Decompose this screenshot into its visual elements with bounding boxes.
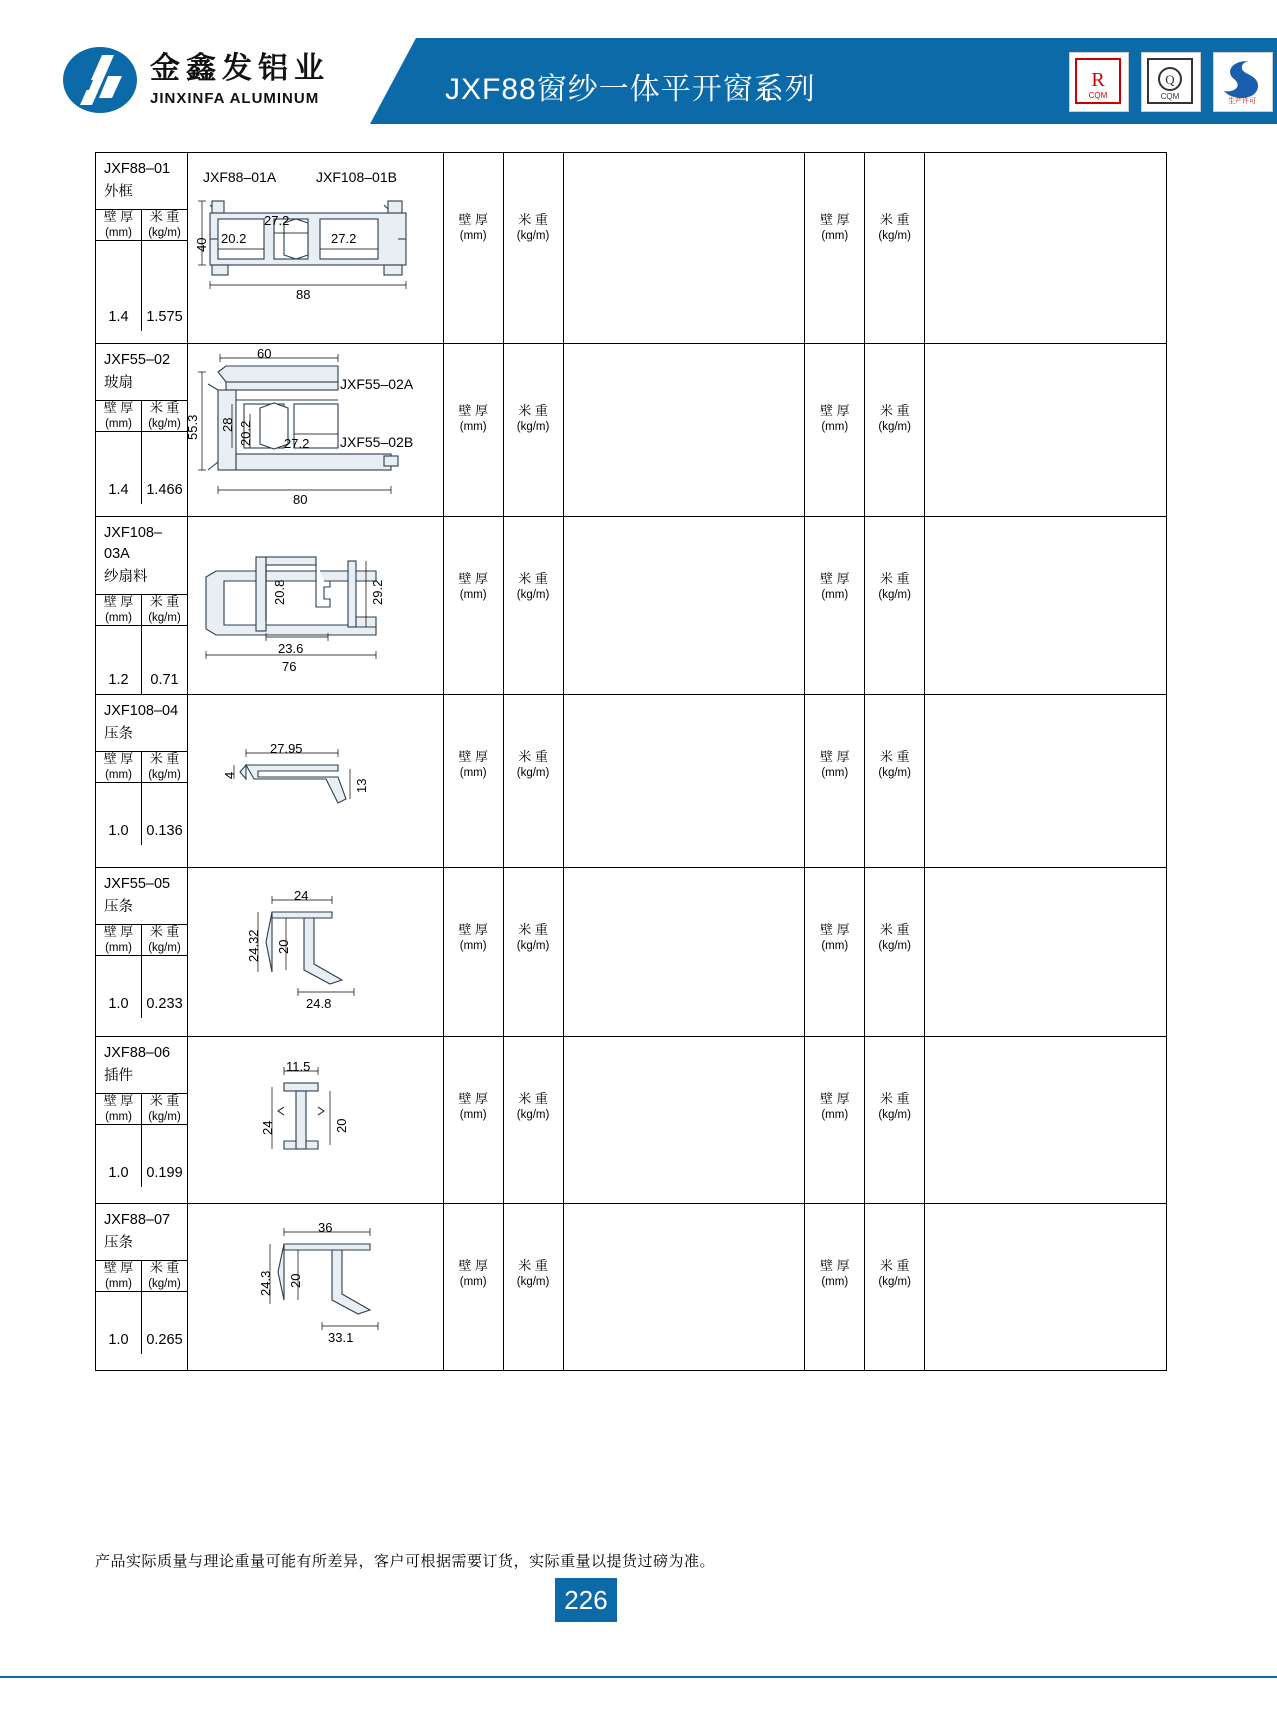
weight-header: 米 重 (kg/m) [142, 752, 188, 783]
thickness-value: 1.0 [96, 1125, 142, 1187]
dim-label: 40 [194, 237, 209, 252]
profile-code: JXF55–05 [104, 876, 171, 893]
cert-s-mark-icon [1213, 52, 1273, 112]
profile-code: JXF108–03A [104, 525, 163, 563]
weight-value: 0.71 [150, 672, 179, 689]
profile-subname: 压条 [104, 726, 133, 743]
thickness-value: 1.4 [96, 241, 142, 331]
unit-values [96, 432, 187, 504]
table-row [96, 1037, 1167, 1204]
weight-header: 米 重 (kg/m) [142, 1094, 188, 1125]
thickness-header: 壁 厚 (mm) [819, 1258, 850, 1289]
unit-header [96, 1260, 187, 1292]
empty-thickness-col [443, 344, 503, 517]
empty-weight-col [865, 695, 925, 868]
dim-label: 20 [334, 1118, 349, 1134]
unit-header [96, 924, 187, 956]
profile-spec-table [95, 152, 1167, 1371]
unit-header [96, 209, 187, 241]
thickness-header: 壁 厚 (mm) [96, 1094, 142, 1125]
thickness-value: 1.2 [96, 626, 142, 694]
empty-thickness-col [805, 695, 865, 868]
logo-mark-icon [62, 46, 138, 114]
empty-thickness-col [805, 517, 865, 695]
profile-drawing [188, 695, 443, 867]
dim-label: 55.3 [185, 414, 200, 440]
profile-subname: 纱扇料 [104, 569, 148, 586]
unit-values [96, 626, 187, 694]
unit-values [96, 783, 187, 845]
profile-drawing-cell [188, 517, 444, 695]
weight-value: 0.136 [146, 823, 183, 840]
dim-label: 24 [260, 1120, 275, 1136]
empty-drawing-cell [563, 695, 805, 868]
row-code-cell [96, 1037, 188, 1204]
empty-drawing-cell [925, 517, 1167, 695]
empty-drawing-cell [563, 1204, 805, 1371]
empty-drawing-cell [925, 1037, 1167, 1204]
dim-label: 27.2 [284, 436, 310, 451]
weight-header: 米 重 (kg/m) [516, 749, 550, 780]
profile-drawing-cell [188, 695, 444, 868]
profile-drawing-cell [188, 153, 444, 344]
unit-values [96, 956, 187, 1018]
svg-text:Q: Q [1165, 72, 1175, 87]
dim-label: 27.95 [270, 741, 303, 757]
thickness-header: 壁 厚 (mm) [458, 212, 488, 242]
part-label: JXF55–02B [340, 434, 414, 450]
dim-label: 24.3 [258, 1270, 273, 1297]
dim-label: 33.1 [328, 1330, 354, 1346]
svg-text:生产许可: 生产许可 [1228, 98, 1256, 105]
empty-thickness-col [805, 868, 865, 1037]
unit-values [96, 241, 187, 331]
weight-header: 米 重 (kg/m) [878, 922, 911, 953]
empty-weight-col [503, 517, 563, 695]
weight-header: 米 重 (kg/m) [878, 571, 911, 601]
part-label: JXF55–02A [340, 376, 414, 392]
empty-thickness-col [805, 1204, 865, 1371]
dim-label: 36 [318, 1220, 333, 1236]
dim-label: 24.8 [306, 996, 332, 1012]
empty-weight-col [503, 695, 563, 868]
profile-drawing [188, 1204, 443, 1370]
svg-text:CQM: CQM [1160, 92, 1180, 101]
thickness-value: 1.4 [96, 432, 142, 504]
empty-weight-col [503, 868, 563, 1037]
profile-drawing-cell [188, 1204, 444, 1371]
empty-drawing-cell [925, 695, 1167, 868]
svg-text:R: R [1091, 69, 1105, 91]
thickness-header: 壁 厚 (mm) [96, 752, 142, 783]
empty-drawing-cell [563, 517, 805, 695]
weight-header: 米 重 (kg/m) [516, 571, 550, 601]
empty-drawing-cell [925, 344, 1167, 517]
thickness-header: 壁 厚 (mm) [458, 1258, 488, 1289]
dim-label: 24.32 [246, 929, 261, 963]
empty-thickness-col [443, 517, 503, 695]
empty-weight-col [503, 344, 563, 517]
empty-thickness-col [443, 153, 503, 344]
row-code-cell [96, 153, 188, 344]
table-row [96, 517, 1167, 695]
empty-weight-col [865, 153, 925, 344]
empty-weight-col [865, 1204, 925, 1371]
table-row [96, 1204, 1167, 1371]
profile-drawing [185, 344, 443, 516]
table-row [96, 153, 1167, 344]
empty-thickness-col [805, 1037, 865, 1204]
table-row [96, 695, 1167, 868]
empty-thickness-col [443, 1037, 503, 1204]
empty-weight-col [503, 1037, 563, 1204]
thickness-header: 壁 厚 (mm) [458, 571, 488, 601]
page-header [0, 38, 1277, 124]
thickness-value: 1.0 [96, 956, 142, 1018]
row-code-cell [96, 344, 188, 517]
thickness-value: 1.0 [96, 783, 142, 845]
weight-value: 1.466 [146, 482, 183, 499]
page-title: JXF88窗纱一体平开窗系列 [445, 73, 816, 106]
thickness-header: 壁 厚 (mm) [458, 922, 488, 953]
profile-drawing [188, 153, 443, 343]
dim-label: 20.8 [272, 579, 287, 605]
thickness-header: 壁 厚 (mm) [819, 1091, 850, 1122]
thickness-header: 壁 厚 (mm) [96, 1261, 142, 1292]
weight-value: 0.199 [146, 1165, 183, 1182]
table-row [96, 868, 1167, 1037]
page-number-badge: 226 [555, 1578, 617, 1622]
profile-drawing-cell [188, 868, 444, 1037]
empty-thickness-col [805, 153, 865, 344]
empty-weight-col [503, 153, 563, 344]
thickness-header: 壁 厚 (mm) [819, 403, 850, 433]
part-label: JXF108–01B [316, 169, 397, 185]
dim-label: 11.5 [286, 1059, 311, 1075]
unit-values [96, 1292, 187, 1354]
thickness-header: 壁 厚 (mm) [819, 571, 850, 601]
dim-label: 27.2 [264, 213, 290, 228]
thickness-header: 壁 厚 (mm) [96, 595, 142, 626]
weight-header: 米 重 (kg/m) [878, 403, 911, 433]
brand-name-en: JINXINFA ALUMINUM [150, 89, 320, 107]
brand-name-cn: 金鑫发铝业 [150, 51, 330, 85]
row-code-cell [96, 517, 188, 695]
profile-code: JXF55–02 [104, 352, 171, 368]
empty-drawing-cell [563, 344, 805, 517]
weight-header: 米 重 (kg/m) [878, 212, 911, 242]
empty-weight-col [503, 1204, 563, 1371]
dim-label: 88 [296, 287, 311, 302]
dim-label: 23.6 [278, 641, 304, 656]
dim-label: 4 [222, 771, 237, 780]
weight-header: 米 重 (kg/m) [142, 1261, 188, 1292]
thickness-header: 壁 厚 (mm) [96, 210, 142, 241]
table-row [96, 344, 1167, 517]
dim-label: 76 [282, 659, 297, 674]
weight-header: 米 重 (kg/m) [142, 595, 188, 626]
weight-header: 米 重 (kg/m) [878, 1258, 911, 1289]
empty-drawing-cell [563, 153, 805, 344]
profile-code: JXF108–04 [104, 703, 179, 720]
dim-label: 80 [293, 492, 308, 507]
profile-drawing [188, 517, 443, 689]
weight-value: 1.575 [146, 309, 183, 326]
empty-thickness-col [805, 344, 865, 517]
weight-header: 米 重 (kg/m) [516, 922, 550, 953]
unit-header [96, 751, 187, 783]
weight-header: 米 重 (kg/m) [878, 749, 911, 780]
empty-drawing-cell [925, 1204, 1167, 1371]
profile-subname: 压条 [104, 899, 133, 916]
profile-drawing-cell [185, 344, 444, 517]
thickness-header: 壁 厚 (mm) [458, 403, 488, 433]
dim-label: 20 [288, 1273, 303, 1289]
empty-thickness-col [443, 868, 503, 1037]
empty-weight-col [865, 868, 925, 1037]
dim-label: 29.2 [370, 579, 385, 605]
weight-header: 米 重 (kg/m) [516, 403, 550, 433]
thickness-header: 壁 厚 (mm) [458, 749, 488, 780]
weight-header: 米 重 (kg/m) [142, 925, 188, 956]
row-code-cell [96, 695, 188, 868]
dim-label: 20.2 [238, 420, 253, 446]
unit-header [96, 594, 187, 626]
row-code-cell [96, 868, 188, 1037]
dim-label: 28 [220, 417, 235, 432]
weight-header: 米 重 (kg/m) [516, 212, 550, 242]
empty-drawing-cell [563, 1037, 805, 1204]
profile-drawing-cell [188, 1037, 444, 1204]
thickness-header: 壁 厚 (mm) [819, 749, 850, 780]
dim-label: 27.2 [331, 231, 357, 246]
cert-ccc-r-icon [1069, 52, 1129, 112]
profile-code: JXF88–06 [104, 1045, 171, 1062]
empty-drawing-cell [925, 868, 1167, 1037]
profile-drawing [188, 868, 443, 1036]
weight-header: 米 重 (kg/m) [142, 401, 188, 432]
part-label: JXF88–01A [203, 169, 277, 185]
empty-weight-col [865, 517, 925, 695]
unit-header [96, 1093, 187, 1125]
empty-weight-col [865, 1037, 925, 1204]
weight-value: 0.265 [146, 1332, 183, 1349]
dim-label: 60 [257, 346, 272, 361]
empty-drawing-cell [563, 868, 805, 1037]
profile-subname: 外框 [104, 184, 133, 201]
weight-header: 米 重 (kg/m) [142, 210, 188, 241]
profile-subname: 玻扇 [104, 375, 133, 392]
thickness-value: 1.0 [96, 1292, 142, 1354]
empty-drawing-cell [925, 153, 1167, 344]
profile-code: JXF88–07 [104, 1212, 171, 1229]
empty-weight-col [865, 344, 925, 517]
thickness-header: 壁 厚 (mm) [819, 922, 850, 953]
thickness-header: 壁 厚 (mm) [819, 212, 850, 242]
dim-label: 20.2 [221, 231, 247, 246]
weight-header: 米 重 (kg/m) [878, 1091, 911, 1122]
brand-logo [62, 46, 330, 114]
empty-thickness-col [443, 1204, 503, 1371]
profile-drawing [188, 1037, 443, 1203]
thickness-header: 壁 厚 (mm) [96, 401, 142, 432]
unit-values [96, 1125, 187, 1187]
svg-text:CQM: CQM [1088, 91, 1108, 100]
dim-label: 13 [354, 778, 369, 794]
unit-header [96, 400, 187, 432]
weight-value: 0.233 [146, 996, 183, 1013]
row-code-cell [96, 1204, 188, 1371]
cert-ccc-q-icon [1141, 52, 1201, 112]
profile-code: JXF88–01 [104, 161, 171, 177]
arrow-icon [760, 83, 782, 111]
thickness-header: 壁 厚 (mm) [458, 1091, 488, 1122]
footer-rule [0, 1676, 1277, 1678]
thickness-header: 壁 厚 (mm) [96, 925, 142, 956]
footnote: 产品实际质量与理论重量可能有所差异，客户可根据需要订货，实际重量以提货过磅为准。 [95, 1553, 716, 1570]
profile-subname: 插件 [104, 1068, 133, 1085]
empty-thickness-col [443, 695, 503, 868]
profile-subname: 压条 [104, 1235, 133, 1252]
weight-header: 米 重 (kg/m) [516, 1258, 550, 1289]
weight-header: 米 重 (kg/m) [516, 1091, 550, 1122]
dim-label: 20 [276, 939, 291, 955]
dim-label: 24 [294, 888, 309, 904]
